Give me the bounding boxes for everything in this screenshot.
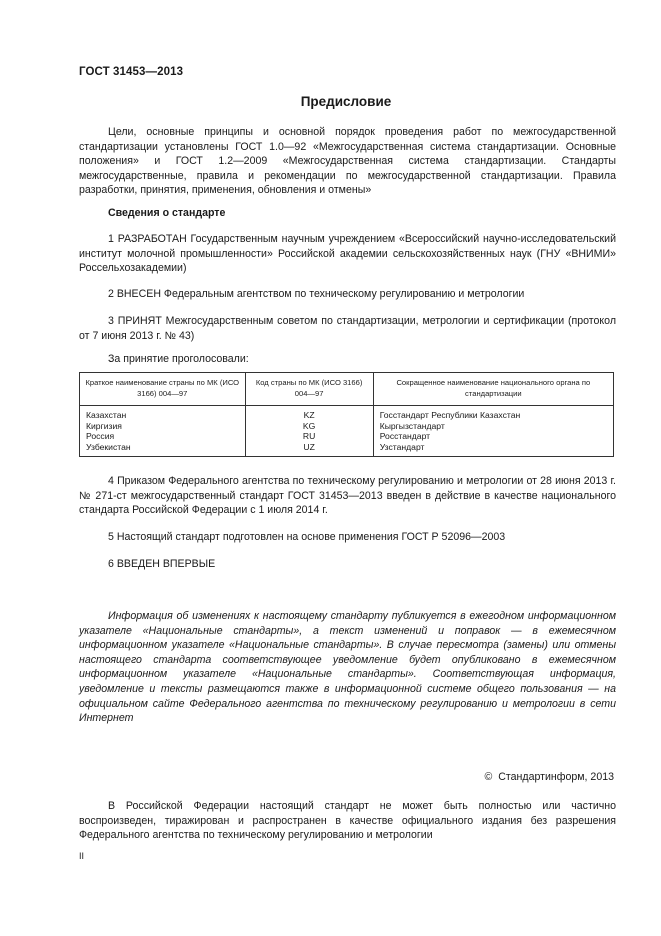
country-name: Казахстан <box>86 410 127 420</box>
code-column <box>245 406 373 457</box>
document-code: ГОСТ 31453—2013 <box>79 66 184 78</box>
header-country-name: Краткое наименование страны по МК (ИСО 3166) 004—97 <box>80 373 246 406</box>
intro-paragraph: Цели, основные принципы и основной порядок проведения работ по межгосударственной стандартизации установлены ГОСТ 1.0—92 «Межгосударственная система стандартизации. Основные положения» и ГОСТ 1.2—2009 «Межгосударственная система стандартизации. Стандарты межгосударственные, правила и рекомендации по межгосударственной стандартизации. Правила разработки, принятия, применения, обновления и отмены» <box>79 126 616 197</box>
standards-body-name: Узстандарт <box>379 441 425 452</box>
vote-label: За принятие проголосовали: <box>108 353 249 365</box>
header-standards-body: Сокращенное наименование национального органа по стандартизации <box>373 373 613 406</box>
votes-table-header-row <box>80 373 614 406</box>
item-5-basis: 5 Настоящий стандарт подготовлен на основе применения ГОСТ Р 52096—2003 <box>108 531 506 543</box>
standards-body-name: Кыргызстандарт <box>379 420 445 431</box>
country-code: KZ <box>303 410 315 420</box>
about-standard-heading: Сведения о стандарте <box>108 207 226 219</box>
changes-information: Информация об изменениях к настоящему стандарту публикуется в ежегодном информационном указателе «Национальные стандарты», а текст изменений и поправок — в ежемесячном информационном указателе «Национальные стандарты». В случае пересмотра (замены) или отмены настоящего стандарта соответствующее уведомление будет опубликовано в ежемесячном информационном указателе «Национальные стандарты». Соответствующая информация, уведомление и тексты размещаются также в информационной системе общего пользования — на официальном сайте Федерального агентства по техническому регулированию и метрологии в сети Интернет <box>79 610 616 725</box>
country-name: Узбекистан <box>86 441 131 452</box>
page-title: Предисловие <box>300 94 392 109</box>
copyright-text: Стандартинформ, 2013 <box>498 771 614 783</box>
copyright-symbol: © <box>484 771 493 783</box>
item-6-first-introduced: 6 ВВЕДЕН ВПЕРВЫЕ <box>108 558 216 570</box>
reproduction-notice: В Российской Федерации настоящий стандарт не может быть полностью или частично воспроизведен, тиражирован и распространен в качестве официального издания без разрешения Федерального агентства по техническому регулированию и метрологии <box>79 800 616 842</box>
item-4-order: 4 Приказом Федерального агентства по техническому регулированию и метрологии от 28 июня 2013 г. № 271-ст межгосударственный стандарт ГОСТ 31453—2013 введен в действие в качестве национального стандарта Российской Федерации с 1 июля 2014 г. <box>79 475 616 517</box>
country-code: RU <box>302 431 316 442</box>
item-3-adopted: 3 ПРИНЯТ Межгосударственным советом по стандартизации, метрологии и сертификации (протокол от 7 июня 2013 г. № 43) <box>79 315 616 342</box>
item-1-developed: 1 РАЗРАБОТАН Государственным научным учреждением «Всероссийский научно-исследовательский институт молочной промышленности» Российской академии сельскохозяйственных наук (ГНУ «ВНИМИ» Россельхозакадемии) <box>79 233 616 275</box>
standards-body-name: Росстандарт <box>379 431 431 442</box>
votes-table <box>79 372 614 457</box>
country-name: Россия <box>86 431 115 442</box>
table-row <box>80 406 614 457</box>
country-column <box>80 406 246 457</box>
page-number: II <box>79 851 85 861</box>
body-column <box>373 406 613 457</box>
country-code: KG <box>302 420 316 431</box>
country-name: Киргизия <box>86 420 122 431</box>
item-2-submitted: 2 ВНЕСЕН Федеральным агентством по техническому регулированию и метрологии <box>108 288 525 300</box>
standards-body-name: Госстандарт Республики Казахстан <box>379 410 521 420</box>
header-country-code: Код страны по МК (ИСО 3166) 004—97 <box>245 373 373 406</box>
copyright-line <box>430 771 614 783</box>
country-code: UZ <box>303 441 315 452</box>
